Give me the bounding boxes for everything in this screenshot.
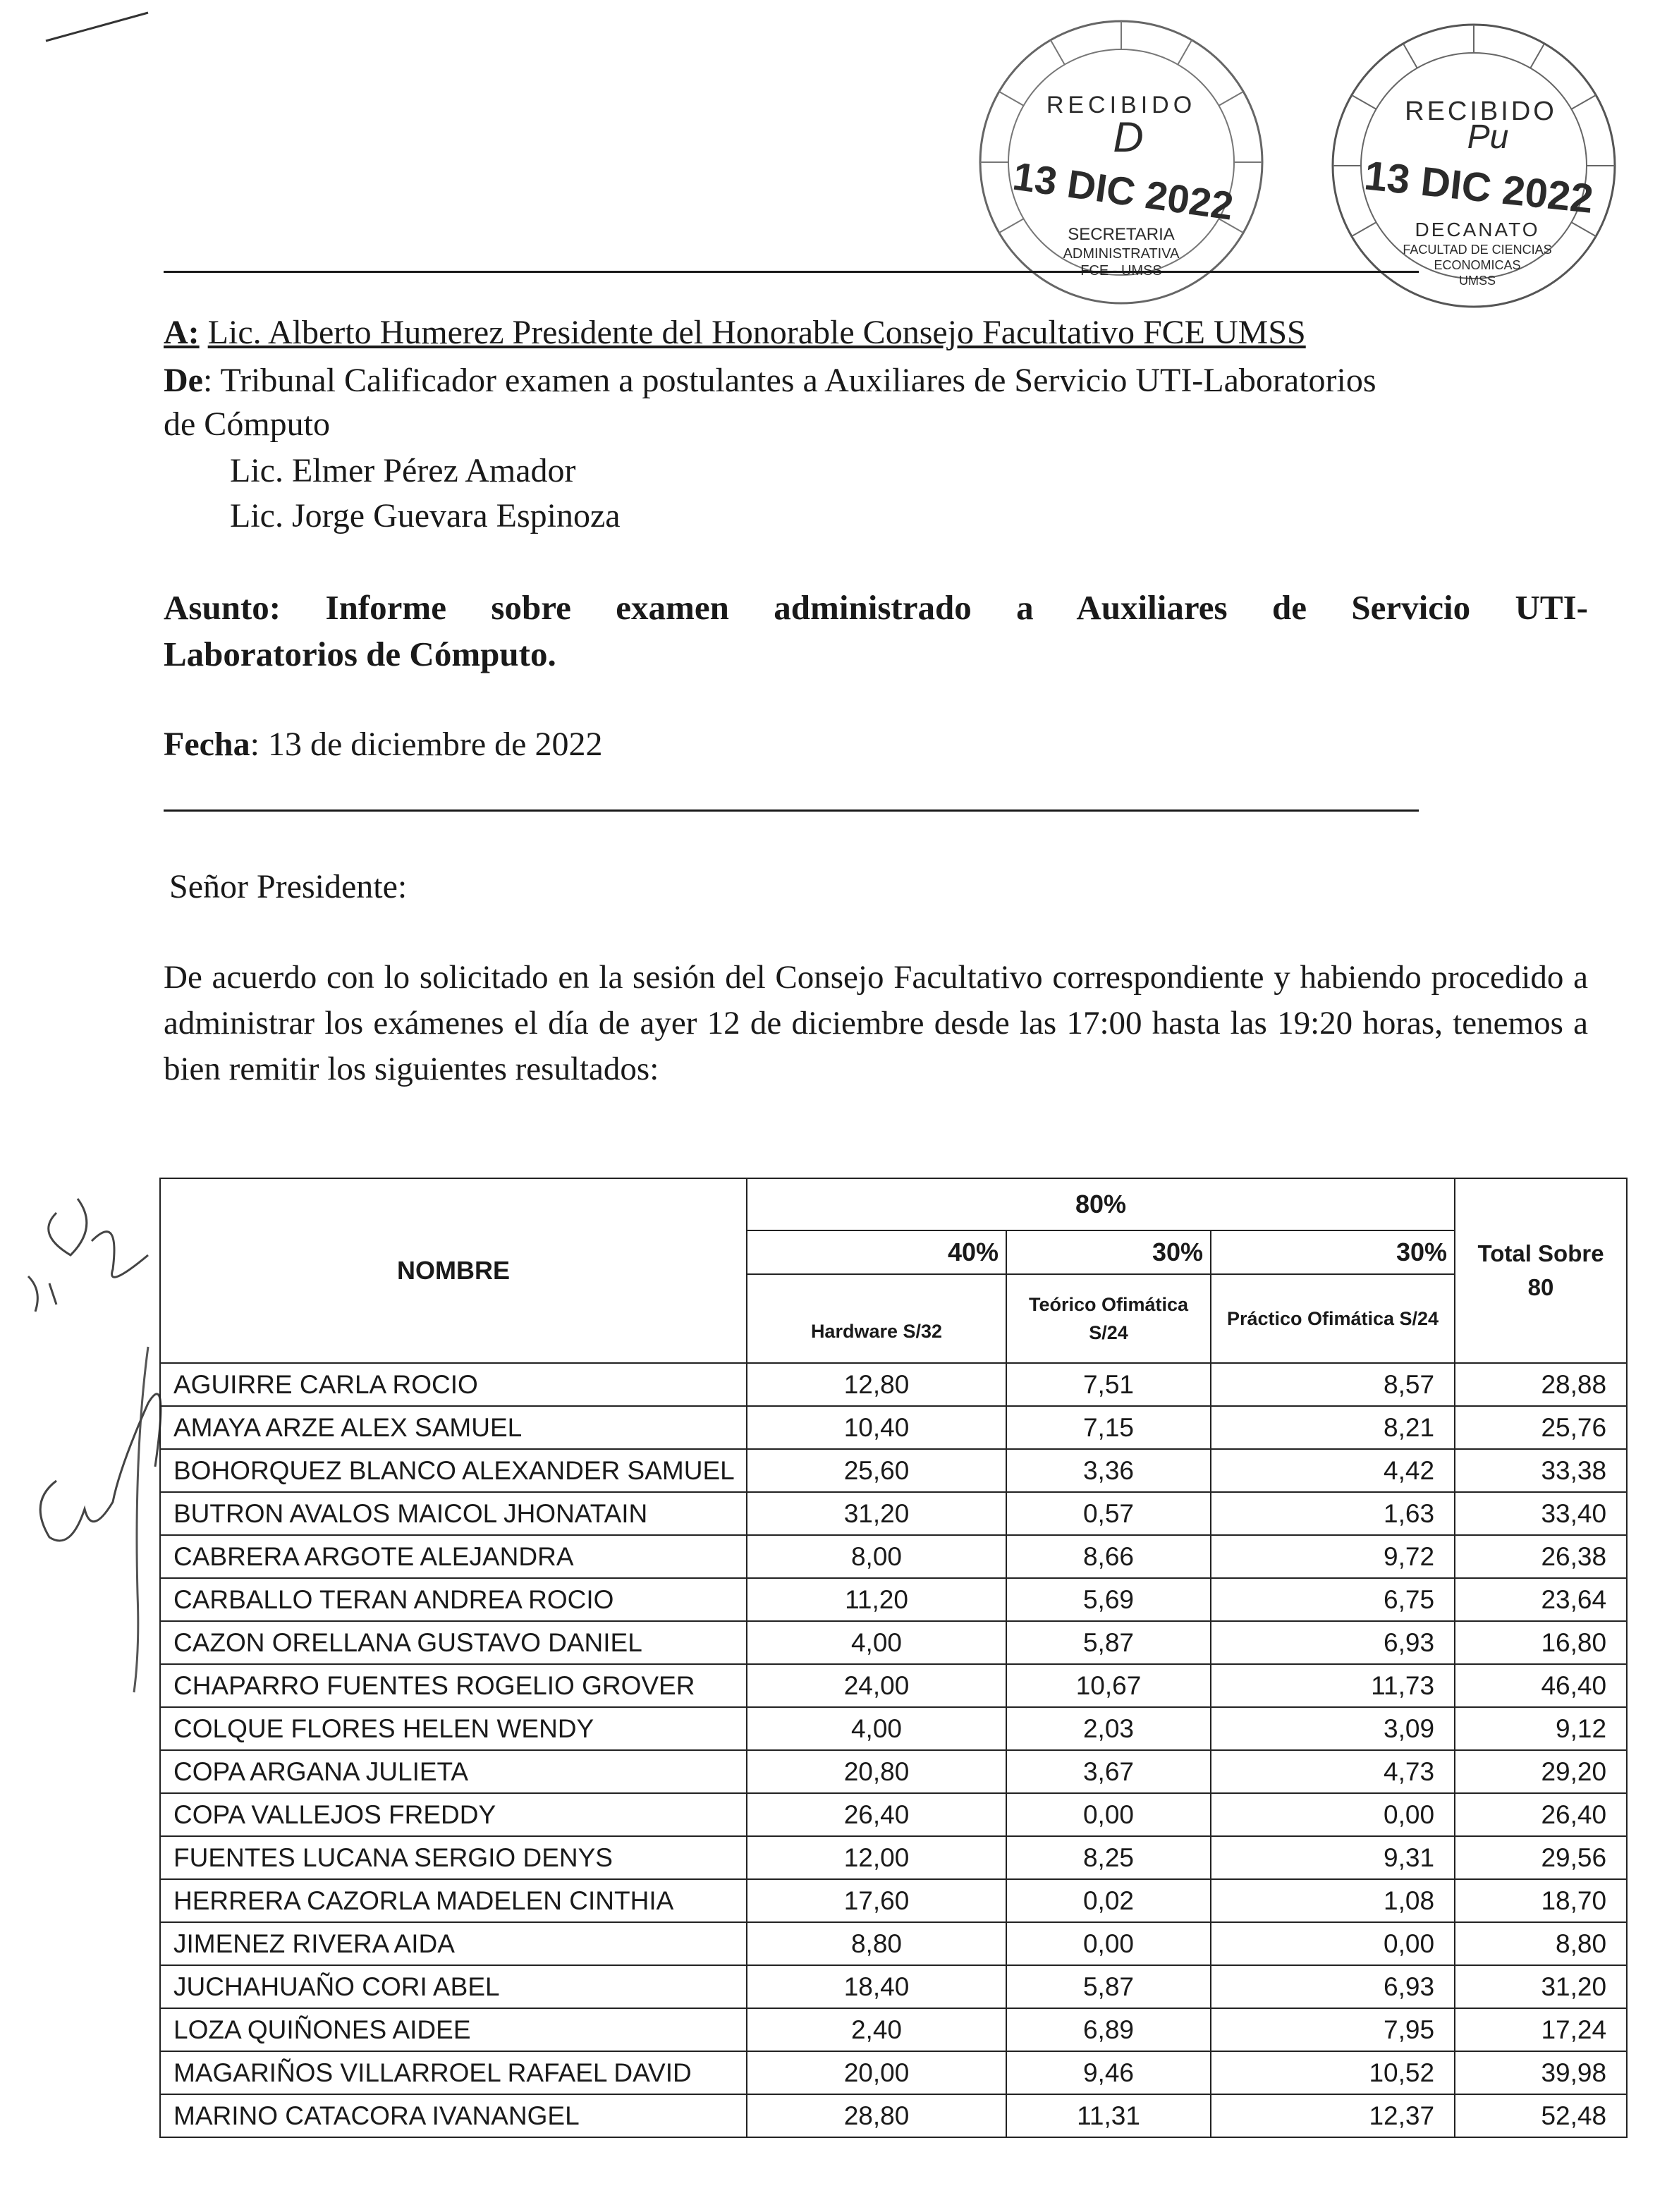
table-row <box>160 1363 1627 1406</box>
cell-name: BOHORQUEZ BLANCO ALEXANDER SAMUEL <box>160 1449 747 1492</box>
date-text: : 13 de diciembre de 2022 <box>250 726 603 763</box>
cell-teorico: 11,31 <box>1006 2094 1211 2137</box>
cell-total: 23,64 <box>1455 1578 1627 1621</box>
col-header-group-pct: 80% <box>747 1178 1455 1230</box>
cell-teorico: 7,51 <box>1006 1363 1211 1406</box>
pct-teorico: 30% <box>1006 1230 1211 1274</box>
cell-teorico: 0,57 <box>1006 1492 1211 1535</box>
cell-hardware: 18,40 <box>747 1965 1006 2008</box>
stamp-line1: DECANATO <box>1415 219 1540 240</box>
cell-hardware: 25,60 <box>747 1449 1006 1492</box>
cell-practico: 4,73 <box>1211 1750 1455 1793</box>
subject-text: Informe sobre examen administrado a Auxiliares de Servicio UTI- <box>325 588 1588 627</box>
cell-practico: 6,75 <box>1211 1578 1455 1621</box>
cell-teorico: 10,67 <box>1006 1664 1211 1707</box>
date-line <box>164 722 602 767</box>
cell-hardware: 12,80 <box>747 1363 1006 1406</box>
cell-teorico: 8,66 <box>1006 1535 1211 1578</box>
cell-name: COLQUE FLORES HELEN WENDY <box>160 1707 747 1750</box>
cell-practico: 7,95 <box>1211 2008 1455 2051</box>
cell-total: 26,40 <box>1455 1793 1627 1836</box>
cell-total: 25,76 <box>1455 1406 1627 1449</box>
header-bottom-rule <box>164 809 1419 812</box>
cell-teorico: 5,87 <box>1006 1621 1211 1664</box>
table-row <box>160 1836 1627 1879</box>
col-header-teorico: Teórico Ofimática S/24 <box>1006 1274 1211 1363</box>
table-row <box>160 1879 1627 1922</box>
cell-name: COPA VALLEJOS FREDDY <box>160 1793 747 1836</box>
col-header-total: Total Sobre 80 <box>1455 1178 1627 1363</box>
cell-teorico: 0,00 <box>1006 1793 1211 1836</box>
stamp-line4: UMSS <box>1458 274 1496 288</box>
cell-hardware: 10,40 <box>747 1406 1006 1449</box>
cell-total: 8,80 <box>1455 1922 1627 1965</box>
table-row <box>160 2051 1627 2094</box>
cell-total: 33,40 <box>1455 1492 1627 1535</box>
stamp-signature: D <box>1113 114 1144 161</box>
cell-name: COPA ARGANA JULIETA <box>160 1750 747 1793</box>
cell-practico: 8,57 <box>1211 1363 1455 1406</box>
cell-practico: 3,09 <box>1211 1707 1455 1750</box>
cell-name: MAGARIÑOS VILLARROEL RAFAEL DAVID <box>160 2051 747 2094</box>
from-line <box>164 358 1376 403</box>
cell-name: AGUIRRE CARLA ROCIO <box>160 1363 747 1406</box>
cell-total: 9,12 <box>1455 1707 1627 1750</box>
cell-practico: 9,72 <box>1211 1535 1455 1578</box>
col-header-practico: Práctico Ofimática S/24 <box>1211 1274 1455 1363</box>
cell-practico: 12,37 <box>1211 2094 1455 2137</box>
header-top-rule <box>164 271 1419 273</box>
cell-teorico: 5,87 <box>1006 1965 1211 2008</box>
stamp-word: RECIBIDO <box>1046 92 1197 118</box>
stamp-line1: SECRETARIA <box>1068 225 1175 244</box>
from-label: De <box>164 362 203 399</box>
stamp-line2: ADMINISTRATIVA <box>1063 246 1180 262</box>
stamp-line3: ECONOMICAS <box>1434 258 1521 272</box>
cell-practico: 0,00 <box>1211 1793 1455 1836</box>
date-label: Fecha <box>164 726 250 763</box>
table-row <box>160 1664 1627 1707</box>
cell-hardware: 26,40 <box>747 1793 1006 1836</box>
cell-hardware: 4,00 <box>747 1621 1006 1664</box>
to-label: A: <box>164 314 200 351</box>
cell-total: 29,56 <box>1455 1836 1627 1879</box>
cell-practico: 8,21 <box>1211 1406 1455 1449</box>
cell-total: 39,98 <box>1455 2051 1627 2094</box>
cell-teorico: 0,00 <box>1006 1922 1211 1965</box>
col-header-hardware: Hardware S/32 <box>747 1274 1006 1363</box>
cell-teorico: 2,03 <box>1006 1707 1211 1750</box>
cell-name: CAZON ORELLANA GUSTAVO DANIEL <box>160 1621 747 1664</box>
cell-total: 46,40 <box>1455 1664 1627 1707</box>
table-row <box>160 1449 1627 1492</box>
cell-hardware: 28,80 <box>747 2094 1006 2137</box>
cell-name: CABRERA ARGOTE ALEJANDRA <box>160 1535 747 1578</box>
cell-practico: 10,52 <box>1211 2051 1455 2094</box>
pen-mark <box>42 7 155 49</box>
cell-teorico: 3,36 <box>1006 1449 1211 1492</box>
table-row <box>160 2008 1627 2051</box>
cell-total: 17,24 <box>1455 2008 1627 2051</box>
cell-practico: 6,93 <box>1211 1621 1455 1664</box>
cell-hardware: 24,00 <box>747 1664 1006 1707</box>
cell-hardware: 31,20 <box>747 1492 1006 1535</box>
cell-practico: 0,00 <box>1211 1922 1455 1965</box>
cell-name: JIMENEZ RIVERA AIDA <box>160 1922 747 1965</box>
pct-hardware: 40% <box>747 1230 1006 1274</box>
cell-teorico: 7,15 <box>1006 1406 1211 1449</box>
cell-hardware: 8,00 <box>747 1535 1006 1578</box>
table-row <box>160 1965 1627 2008</box>
cell-name: CHAPARRO FUENTES ROGELIO GROVER <box>160 1664 747 1707</box>
cell-total: 29,20 <box>1455 1750 1627 1793</box>
cell-name: HERRERA CAZORLA MADELEN CINTHIA <box>160 1879 747 1922</box>
table-row <box>160 1578 1627 1621</box>
table-row <box>160 1707 1627 1750</box>
cell-practico: 9,31 <box>1211 1836 1455 1879</box>
handwritten-initials <box>7 1171 169 1706</box>
to-text: Lic. Alberto Humerez Presidente del Honorable Consejo Facultativo FCE UMSS <box>207 314 1306 351</box>
cell-hardware: 4,00 <box>747 1707 1006 1750</box>
member-2: Lic. Jorge Guevara Espinoza <box>230 497 621 534</box>
cell-practico: 6,93 <box>1211 1965 1455 2008</box>
cell-total: 52,48 <box>1455 2094 1627 2137</box>
cell-name: BUTRON AVALOS MAICOL JHONATAIN <box>160 1492 747 1535</box>
cell-name: CARBALLO TERAN ANDREA ROCIO <box>160 1578 747 1621</box>
cell-name: AMAYA ARZE ALEX SAMUEL <box>160 1406 747 1449</box>
cell-practico: 11,73 <box>1211 1664 1455 1707</box>
cell-teorico: 9,46 <box>1006 2051 1211 2094</box>
subject-line <box>164 585 1588 630</box>
table-row <box>160 1621 1627 1664</box>
cell-hardware: 12,00 <box>747 1836 1006 1879</box>
cell-hardware: 8,80 <box>747 1922 1006 1965</box>
pct-practico: 30% <box>1211 1230 1455 1274</box>
table-row <box>160 1406 1627 1449</box>
cell-name: FUENTES LUCANA SERGIO DENYS <box>160 1836 747 1879</box>
cell-total: 18,70 <box>1455 1879 1627 1922</box>
cell-practico: 1,63 <box>1211 1492 1455 1535</box>
col-header-name: NOMBRE <box>160 1178 747 1363</box>
cell-practico: 1,08 <box>1211 1879 1455 1922</box>
cell-teorico: 3,67 <box>1006 1750 1211 1793</box>
cell-hardware: 11,20 <box>747 1578 1006 1621</box>
cell-total: 31,20 <box>1455 1965 1627 2008</box>
table-row <box>160 1922 1627 1965</box>
salutation: Señor Presidente: <box>169 868 408 905</box>
from-line-cont: de Cómputo <box>164 405 330 443</box>
cell-practico: 4,42 <box>1211 1449 1455 1492</box>
cell-total: 28,88 <box>1455 1363 1627 1406</box>
grades-table <box>159 1178 1628 2138</box>
stamp-signature: Pu <box>1467 118 1509 156</box>
subject-line-cont: Laboratorios de Cómputo. <box>164 635 556 673</box>
cell-teorico: 5,69 <box>1006 1578 1211 1621</box>
member-1: Lic. Elmer Pérez Amador <box>230 452 576 489</box>
table-row <box>160 2094 1627 2137</box>
cell-teorico: 0,02 <box>1006 1879 1211 1922</box>
stamp-line2: FACULTAD DE CIENCIAS <box>1403 243 1552 257</box>
cell-hardware: 20,00 <box>747 2051 1006 2094</box>
stamp-date: 13 DIC 2022 <box>1362 152 1596 222</box>
table-row <box>160 1793 1627 1836</box>
cell-name: MARINO CATACORA IVANANGEL <box>160 2094 747 2137</box>
to-line <box>164 310 1306 355</box>
cell-hardware: 2,40 <box>747 2008 1006 2051</box>
intro-paragraph: De acuerdo con lo solicitado en la sesión del Consejo Facultativo correspondiente y habiendo procedido a administrar los exámenes el día de ayer 12 de diciembre desde las 17:00 hasta las 19:20 horas, tenemos a bien remitir los siguientes resultados: <box>164 959 1588 1087</box>
table-row <box>160 1535 1627 1578</box>
received-stamp-secretaria <box>952 14 1290 310</box>
cell-total: 16,80 <box>1455 1621 1627 1664</box>
from-text: : Tribunal Calificador examen a postulantes a Auxiliares de Servicio UTI-Laboratorios <box>202 362 1376 399</box>
stamp-date: 13 DIC 2022 <box>1010 153 1236 228</box>
cell-name: JUCHAHUAÑO CORI ABEL <box>160 1965 747 2008</box>
cell-name: LOZA QUIÑONES AIDEE <box>160 2008 747 2051</box>
table-row <box>160 1492 1627 1535</box>
stamp-word: RECIBIDO <box>1405 97 1557 126</box>
cell-teorico: 6,89 <box>1006 2008 1211 2051</box>
subject-label: Asunto: <box>164 588 281 627</box>
cell-teorico: 8,25 <box>1006 1836 1211 1879</box>
table-row <box>160 1750 1627 1793</box>
cell-hardware: 17,60 <box>747 1879 1006 1922</box>
cell-hardware: 20,80 <box>747 1750 1006 1793</box>
cell-total: 33,38 <box>1455 1449 1627 1492</box>
cell-total: 26,38 <box>1455 1535 1627 1578</box>
